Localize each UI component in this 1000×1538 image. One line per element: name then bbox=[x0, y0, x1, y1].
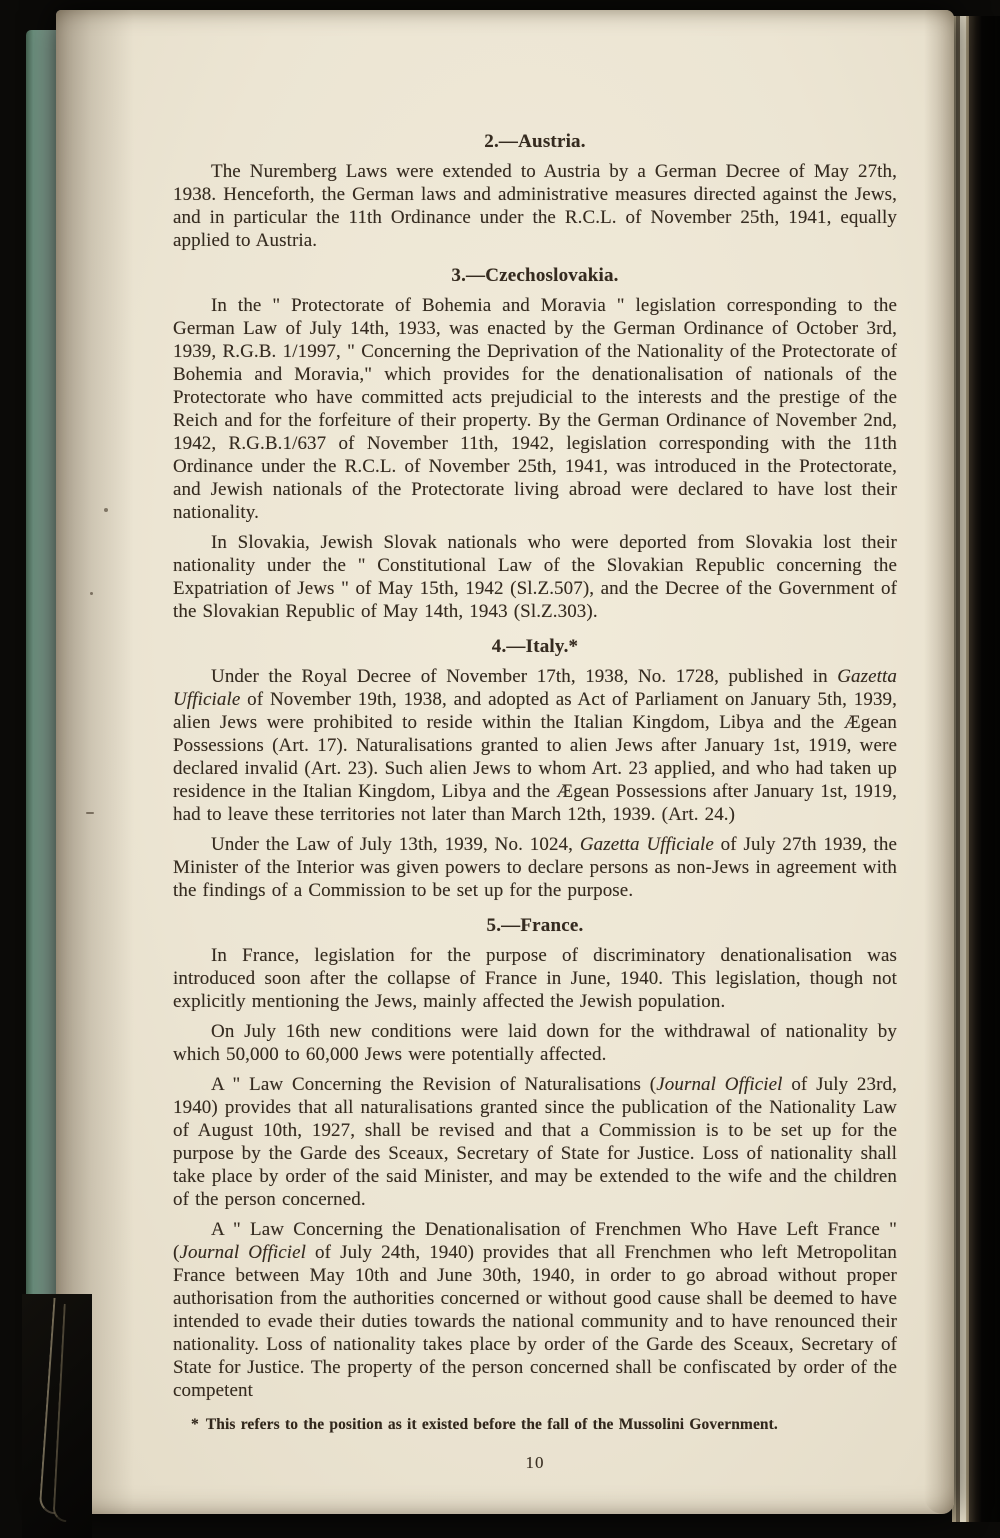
facing-page-fore-edge bbox=[952, 16, 1000, 1522]
section-austria bbox=[173, 130, 897, 252]
footnote-asterisk: * bbox=[191, 1416, 199, 1433]
paragraph: In the " Protectorate of Bohemia and Moravia " legislation corresponding to the German Law of July 14th, 1933, was enacted by the German Ordinance of October 3rd, 1939, R.G.B. 1/1997, " Concerning the Deprivation of the Nationality of the Protectorate of Bohemia and Moravia," which provides for the denationalisation of nationals of the Protectorate who have committed acts prejudicial to the interests and the prestige of the Reich and for the forfeiture of their property. By the German Ordinance of November 2nd, 1942, R.G.B.1/637 of November 11th, 1942, legislation corresponding with the 11th Ordinance under the R.C.L. of November 25th, 1941, was introduced in the Protectorate, and Jewish nationals of the Protectorate living abroad were declared to have lost their nationality. bbox=[173, 295, 897, 523]
section-heading-austria: 2.—Austria. bbox=[484, 131, 586, 152]
paragraph: In France, legislation for the purpose of discriminatory denationalisation was introduced soon after the collapse of France in June, 1940. This legislation, though not explicitly mentioning the Jews, mainly affected the Jewish population. bbox=[173, 945, 897, 1012]
scan-speck bbox=[104, 508, 108, 512]
paragraph: Under the Royal Decree of November 17th, 1938, No. 1728, published in Gazetta Ufficiale of November 19th, 1938, and adopted as Act of Parliament on January 5th, 1939, alien Jews were prohibited to reside within the Italian Kingdom, Libya and the Ægean Possessions (Art. 17). Naturalisations granted to alien Jews after January 1st, 1919, were declared invalid (Art. 23). Such alien Jews to whom Art. 23 applied, and who had taken up residence in the Italian Kingdom, Libya and the Ægean Possessions after January 1st, 1919, had to leave these territories not later than March 12th, 1939. (Art. 24.) bbox=[173, 666, 897, 825]
section-czechoslovakia bbox=[173, 264, 897, 623]
paragraph: The Nuremberg Laws were extended to Austria by a German Decree of May 27th, 1938. Henceforth, the German laws and administrative measures directed against the Jews, and in particular the 11th Ordinance under the R.C.L. of November 25th, 1941, equally applied to Austria. bbox=[173, 161, 897, 251]
footnote-text: This refers to the position as it existed before the fall of the Mussolini Government. bbox=[205, 1416, 778, 1433]
page-content bbox=[173, 130, 897, 1474]
page-number: 10 bbox=[525, 1453, 545, 1472]
section-heading-france: 5.—France. bbox=[486, 915, 584, 936]
paragraph: On July 16th new conditions were laid down for the withdrawal of nationality by which 50,000 to 60,000 Jews were potentially affected. bbox=[173, 1021, 897, 1065]
paragraph: Under the Law of July 13th, 1939, No. 1024, Gazetta Ufficiale of July 27th 1939, the Minister of the Interior was given powers to declare persons as non-Jews in agreement with the findings of a Commission to be set up for the purpose. bbox=[173, 834, 897, 901]
scan-speck bbox=[86, 812, 94, 814]
section-heading-czechoslovakia: 3.—Czechoslovakia. bbox=[451, 265, 619, 286]
paragraph: In Slovakia, Jewish Slovak nationals who were deported from Slovakia lost their nationality under the " Constitutional Law of the Slovakian Republic concerning the Expatriation of Jews " of May 15th, 1942 (Sl.Z.507), and the Decree of the Government of the Slovakian Republic of May 14th, 1943 (Sl.Z.303). bbox=[173, 532, 897, 622]
section-heading-italy: 4.—Italy.* bbox=[491, 636, 579, 657]
footnote bbox=[173, 1415, 897, 1435]
book-page bbox=[56, 10, 954, 1514]
section-france bbox=[173, 914, 897, 1402]
scan-speck bbox=[90, 592, 93, 595]
page-stack-edges bbox=[22, 1294, 92, 1538]
section-italy bbox=[173, 635, 897, 902]
paragraph: A " Law Concerning the Revision of Naturalisations (Journal Officiel of July 23rd, 1940) provides that all naturalisations granted since the publication of the Nationality Law of August 10th, 1927, shall be revised and that a Commission is to be set up for the purpose by the Garde des Sceaux, Secretary of State for Justice. Loss of nationality shall take place by order of the said Minister, and may be extended to the wife and the children of the person concerned. bbox=[173, 1074, 897, 1210]
paragraph: A " Law Concerning the Denationalisation of Frenchmen Who Have Left France " (Journal Officiel of July 24th, 1940) provides that all Frenchmen who left Metropolitan France between May 10th and June 30th, 1940, in order to go abroad without proper authorisation from the authorities concerned or without good cause shall be deemed to have intended to evade their duties towards the national community and to have renounced their nationality. Loss of nationality takes place by order of the Garde des Sceaux, Secretary of State for Justice. The property of the person concerned shall be confiscated by order of the competent bbox=[173, 1219, 898, 1401]
